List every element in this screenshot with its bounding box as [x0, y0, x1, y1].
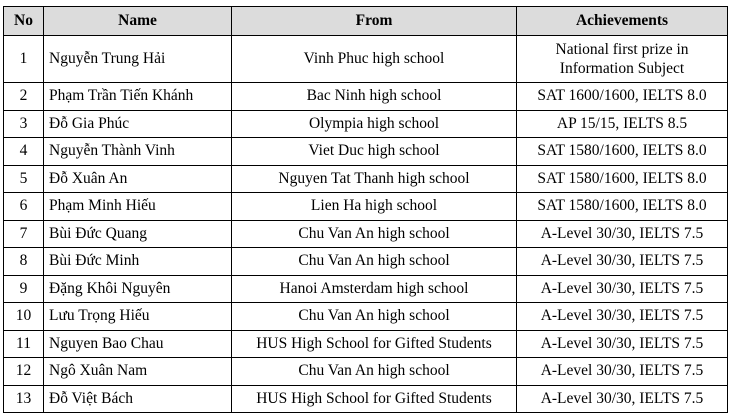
table-row — [4, 358, 728, 386]
table-row — [4, 220, 728, 248]
table-row — [4, 193, 728, 221]
header-achievements: Achievements — [517, 7, 728, 36]
cell-achievements: A-Level 30/30, IELTS 7.5 — [517, 275, 728, 303]
cell-from: Lien Ha high school — [232, 193, 517, 221]
cell-from: Chu Van An high school — [232, 358, 517, 386]
cell-name: Ngô Xuân Nam — [44, 358, 232, 386]
cell-no: 11 — [4, 330, 44, 358]
header-name: Name — [44, 7, 232, 36]
cell-name: Bùi Đức Minh — [44, 248, 232, 276]
table-row — [4, 83, 728, 111]
cell-name: Lưu Trọng Hiếu — [44, 303, 232, 331]
cell-from: Vinh Phuc high school — [232, 36, 517, 83]
cell-no: 3 — [4, 110, 44, 138]
cell-from: Chu Van An high school — [232, 303, 517, 331]
cell-no: 1 — [4, 36, 44, 83]
cell-no: 2 — [4, 83, 44, 111]
table-header — [4, 7, 728, 36]
students-table — [3, 6, 728, 413]
header-from: From — [232, 7, 517, 36]
cell-achievements: SAT 1580/1600, IELTS 8.0 — [517, 193, 728, 221]
cell-name: Phạm Trần Tiến Khánh — [44, 83, 232, 111]
table-row — [4, 110, 728, 138]
cell-name: Đỗ Xuân An — [44, 165, 232, 193]
cell-no: 10 — [4, 303, 44, 331]
table-row — [4, 275, 728, 303]
table-row — [4, 138, 728, 166]
cell-name: Nguyễn Thành Vinh — [44, 138, 232, 166]
cell-no: 5 — [4, 165, 44, 193]
cell-name: Đỗ Việt Bách — [44, 385, 232, 413]
cell-from: Nguyen Tat Thanh high school — [232, 165, 517, 193]
cell-achievements: SAT 1580/1600, IELTS 8.0 — [517, 165, 728, 193]
cell-no: 12 — [4, 358, 44, 386]
table-row — [4, 330, 728, 358]
cell-achievements: National first prize in Information Subject — [517, 36, 728, 83]
cell-from: Bac Ninh high school — [232, 83, 517, 111]
cell-name: Phạm Minh Hiếu — [44, 193, 232, 221]
cell-achievements: A-Level 30/30, IELTS 7.5 — [517, 385, 728, 413]
cell-name: Đặng Khôi Nguyên — [44, 275, 232, 303]
table-body — [4, 36, 728, 413]
cell-from: Chu Van An high school — [232, 220, 517, 248]
cell-from: Viet Duc high school — [232, 138, 517, 166]
cell-achievements: A-Level 30/30, IELTS 7.5 — [517, 220, 728, 248]
cell-name: Bùi Đức Quang — [44, 220, 232, 248]
cell-no: 8 — [4, 248, 44, 276]
cell-name: Nguyen Bao Chau — [44, 330, 232, 358]
cell-no: 4 — [4, 138, 44, 166]
cell-from: Hanoi Amsterdam high school — [232, 275, 517, 303]
cell-from: HUS High School for Gifted Students — [232, 385, 517, 413]
cell-name: Đỗ Gia Phúc — [44, 110, 232, 138]
cell-achievements: SAT 1600/1600, IELTS 8.0 — [517, 83, 728, 111]
cell-no: 13 — [4, 385, 44, 413]
cell-no: 7 — [4, 220, 44, 248]
cell-no: 6 — [4, 193, 44, 221]
cell-achievements: A-Level 30/30, IELTS 7.5 — [517, 330, 728, 358]
table-row — [4, 303, 728, 331]
table-row — [4, 36, 728, 83]
header-row — [4, 7, 728, 36]
cell-achievements: A-Level 30/30, IELTS 7.5 — [517, 303, 728, 331]
cell-name: Nguyễn Trung Hải — [44, 36, 232, 83]
cell-from: Chu Van An high school — [232, 248, 517, 276]
cell-from: HUS High School for Gifted Students — [232, 330, 517, 358]
cell-from: Olympia high school — [232, 110, 517, 138]
cell-achievements: A-Level 30/30, IELTS 7.5 — [517, 358, 728, 386]
cell-achievements: A-Level 30/30, IELTS 7.5 — [517, 248, 728, 276]
table-row — [4, 385, 728, 413]
table-row — [4, 248, 728, 276]
cell-achievements: SAT 1580/1600, IELTS 8.0 — [517, 138, 728, 166]
cell-achievements: AP 15/15, IELTS 8.5 — [517, 110, 728, 138]
cell-no: 9 — [4, 275, 44, 303]
header-no: No — [4, 7, 44, 36]
table-row — [4, 165, 728, 193]
